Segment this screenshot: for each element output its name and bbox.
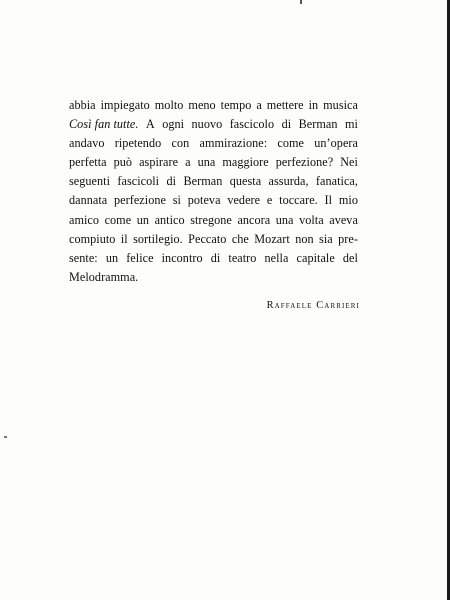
text-line [69, 249, 358, 268]
word: aspirare [139, 155, 179, 170]
text-line [69, 115, 358, 134]
word: teatro [228, 250, 257, 265]
word: di [210, 250, 221, 265]
body-paragraph [69, 96, 358, 287]
word: una [275, 212, 294, 227]
text-line [69, 211, 358, 230]
text-line [69, 230, 358, 249]
text-line [69, 134, 358, 153]
word: un [105, 250, 119, 265]
word: stregone [190, 212, 232, 227]
word: incontro [161, 250, 203, 265]
word: non [295, 231, 314, 246]
word: il [120, 231, 128, 246]
word: come [104, 212, 132, 227]
word: dannata [69, 193, 108, 208]
scan-mark [300, 0, 302, 4]
word: ogni [162, 117, 185, 132]
word: Il [324, 193, 333, 208]
word: Berman [183, 174, 223, 189]
word: un [136, 212, 150, 227]
word: Mozart [254, 231, 290, 246]
word: andavo [69, 136, 105, 151]
word: amico [69, 212, 100, 227]
text-line [69, 172, 358, 191]
text-line [69, 96, 358, 115]
word: un’opera [314, 136, 358, 151]
word: pre- [338, 231, 358, 246]
word: assurda, [268, 174, 309, 189]
word: perfetta [69, 155, 107, 170]
word: a [256, 98, 262, 112]
text-line [69, 153, 358, 172]
word: con [171, 136, 190, 151]
word: nella [264, 250, 289, 265]
word: Peccato [188, 231, 227, 246]
word: tempo [220, 98, 252, 112]
word: molto [154, 98, 184, 112]
word: mio [338, 193, 358, 208]
word: fanatica, [315, 174, 358, 189]
word: sortilegio. [133, 231, 183, 246]
word: una [197, 155, 216, 170]
word: Melodramma. [69, 269, 139, 284]
word: Nei [340, 155, 358, 170]
word: toccare. [279, 193, 318, 208]
word: aveva [329, 212, 358, 227]
word: A [145, 117, 155, 132]
word: musica [323, 98, 358, 112]
word: ripetendo [114, 136, 162, 151]
word: vedere [227, 193, 261, 208]
word: in [308, 98, 319, 112]
word: Berman [298, 117, 338, 132]
word: può [113, 155, 133, 170]
word: sente: [69, 250, 98, 265]
word: antico [154, 212, 185, 227]
word: perfezione? [275, 155, 334, 170]
word: che [231, 231, 249, 246]
word: ammirazione: [199, 136, 268, 151]
word: mettere [266, 98, 304, 112]
word: a [185, 155, 191, 170]
word: fascicolo [229, 117, 275, 132]
word: abbia [69, 98, 96, 112]
word: questa [229, 174, 262, 189]
word: e [266, 193, 273, 208]
word: mi [344, 117, 358, 132]
word: fascicoli [117, 174, 160, 189]
text-line [69, 268, 358, 287]
word: compiuto [69, 231, 116, 246]
word: di [166, 174, 177, 189]
word: come [277, 136, 304, 151]
word: del [342, 250, 358, 265]
word: si [172, 193, 181, 208]
word: volta [299, 212, 324, 227]
word: perfezione [114, 193, 166, 208]
opera-title: Così fan tutte. [69, 117, 139, 132]
word: di [281, 117, 292, 132]
word: felice [126, 250, 154, 265]
word: maggiore [222, 155, 269, 170]
text-line [69, 191, 358, 210]
word: seguenti [69, 174, 111, 189]
scan-mark [4, 436, 7, 438]
author-signature: Raffaele Carrieri [266, 300, 360, 311]
word: capitale [296, 250, 335, 265]
word: ancora [237, 212, 271, 227]
word: nuovo [191, 117, 223, 132]
word: poteva [187, 193, 221, 208]
word: impiegato [100, 98, 150, 112]
word: sia [319, 231, 333, 246]
word: meno [188, 98, 216, 112]
